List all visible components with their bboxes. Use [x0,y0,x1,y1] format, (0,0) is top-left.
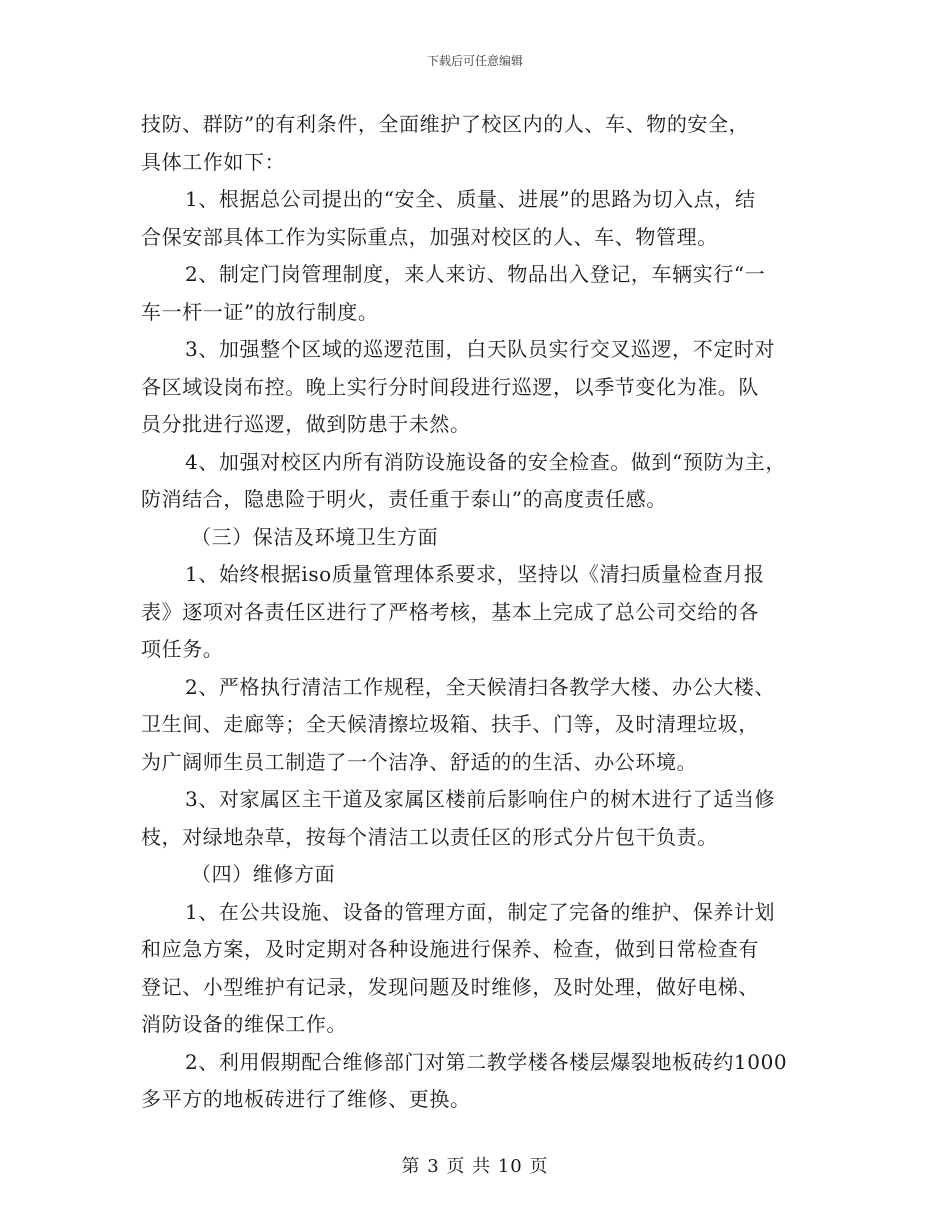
text-line: 员分批进行巡逻，做到防患于未然。 [141,412,471,436]
text-line: 1、始终根据iso质量管理体系要求，坚持以《清扫质量检查月报 [185,562,765,586]
text-line: 防消结合，隐患险于明火，责任重于泰山”的高度责任感。 [141,487,667,511]
text-line: 枝，对绿地杂草，按每个清洁工以责任区的形式分片包干负责。 [141,824,718,849]
text-line: 消防设备的维保工作。 [141,1012,347,1036]
text-line: 3、对家属区主干道及家属区楼前后影响住户的树木进行了适当修 [185,787,776,811]
text-line: 登记、小型维护有记录，发现问题及时维修，及时处理，做好电梯、 [141,974,759,999]
text-line: 车一杆一证”的放行制度。 [141,299,379,324]
page-footer: 第 3 页 共 10 页 [401,1156,549,1177]
text-line: 项任务。 [141,637,224,661]
text-line: 2、严格执行清洁工作规程，全天候清扫各教学大楼、办公大楼、 [185,674,776,699]
text-line: 具体工作如下： [141,149,286,174]
text-line: 2、利用假期配合维修部门对第二教学楼各楼层爆裂地板砖约1000 [185,1049,788,1074]
text-line: 为广阔师生员工制造了一个洁净、舒适的的生活、办公环境。 [141,749,698,774]
text-line: 多平方的地板砖进行了维修、更换。 [141,1087,471,1111]
text-line: 1、在公共设施、设备的管理方面，制定了完备的维护、保养计划 [185,899,776,924]
text-line: 3、加强整个区域的巡逻范围，白天队员实行交叉巡逻，不定时对 [185,337,776,361]
text-line: 合保安部具体工作为实际重点，加强对校区的人、车、物管理。 [141,224,718,249]
document-body [141,106,811,1119]
text-line: 卫生间、走廊等；全天候清擦垃圾箱、扶手、门等，及时清理垃圾， [141,712,759,736]
text-line: 4、加强对校区内所有消防设施设备的安全检查。做到“预防为主， [185,449,786,474]
text-line: 1、根据总公司提出的“安全、质量、进展”的思路为切入点，结 [185,187,756,211]
section-heading: （四）维修方面 [191,862,336,886]
page-header: 下载后可任意编辑 [426,54,523,68]
text-line: 表》逐项对各责任区进行了严格考核，基本上完成了总公司交给的各 [141,599,759,624]
text-line: 技防、群防”的有利条件，全面维护了校区内的人、车、物的安全， [141,112,750,136]
text-line: 各区域设岗布控。晚上实行分时间段进行巡逻，以季节变化为准。队 [141,374,759,399]
text-line: 和应急方案，及时定期对各种设施进行保养、检查，做到日常检查有 [141,937,759,961]
section-heading: （三）保洁及环境卫生方面 [191,524,439,549]
text-line: 2、制定门岗管理制度，来人来访、物品出入登记，车辆实行“一 [185,262,766,286]
